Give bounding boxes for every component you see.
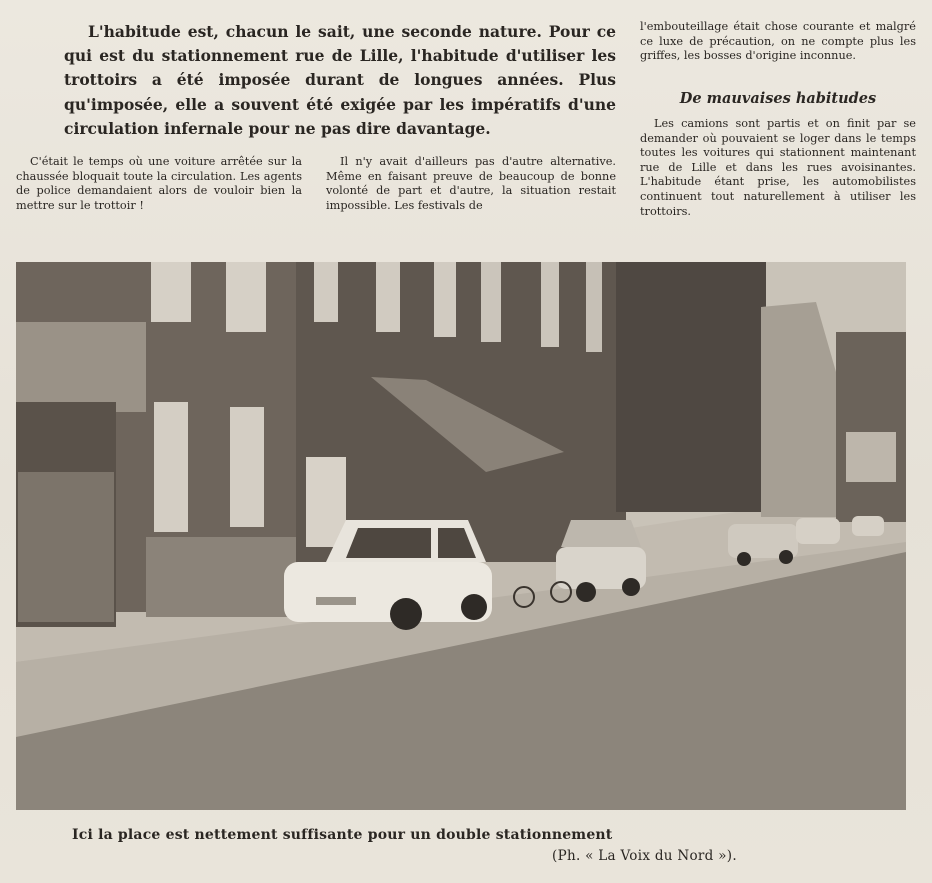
street-photograph [16,262,906,810]
photo-credit: (Ph. « La Voix du Nord »). [552,848,737,864]
street-scene-illustration [16,262,906,810]
article-column-3-top: l'embouteillage était chose courante et malgré ce luxe de précaution, on ne compte plus les griffes, les bosses d'origine inconnue. [640,20,916,63]
article-subheading: De mauvaises habitudes [679,90,877,107]
article-column-1: C'était le temps où une voiture arrêtée sur la chaussée bloquait toute la circulation. Les agents de police demandaient alors de vouloir bien la mettre sur le trottoir ! [16,155,302,212]
photo-caption: Ici la place est nettement suffisante pour un double stationnement [72,827,613,843]
article-lead-paragraph: L'habitude est, chacun le sait, une seconde nature. Pour ce qui est du stationnement rue de Lille, l'habitude d'utiliser les trottoirs a été imposée durant de longues années. Plus qu'imposée, elle a souvent été exigée par les impératifs d'une circulation infernale pour ne pas dire davantage. [64,22,616,138]
article-column-3-bottom: Les camions sont partis et on finit par se demander où pouvaient se loger dans le temps toutes les voitures qui stationnent maintenant rue de Lille et dans les rues avoisinantes. L'habitude étant prise, les automobilistes continuent tout naturellement à utiliser les trottoirs. [640,117,916,218]
article-column-2: Il n'y avait d'ailleurs pas d'autre alternative. Même en faisant preuve de beaucoup de bonne volonté de part et d'autre, la situation restait impossible. Les festivals de [326,155,616,212]
